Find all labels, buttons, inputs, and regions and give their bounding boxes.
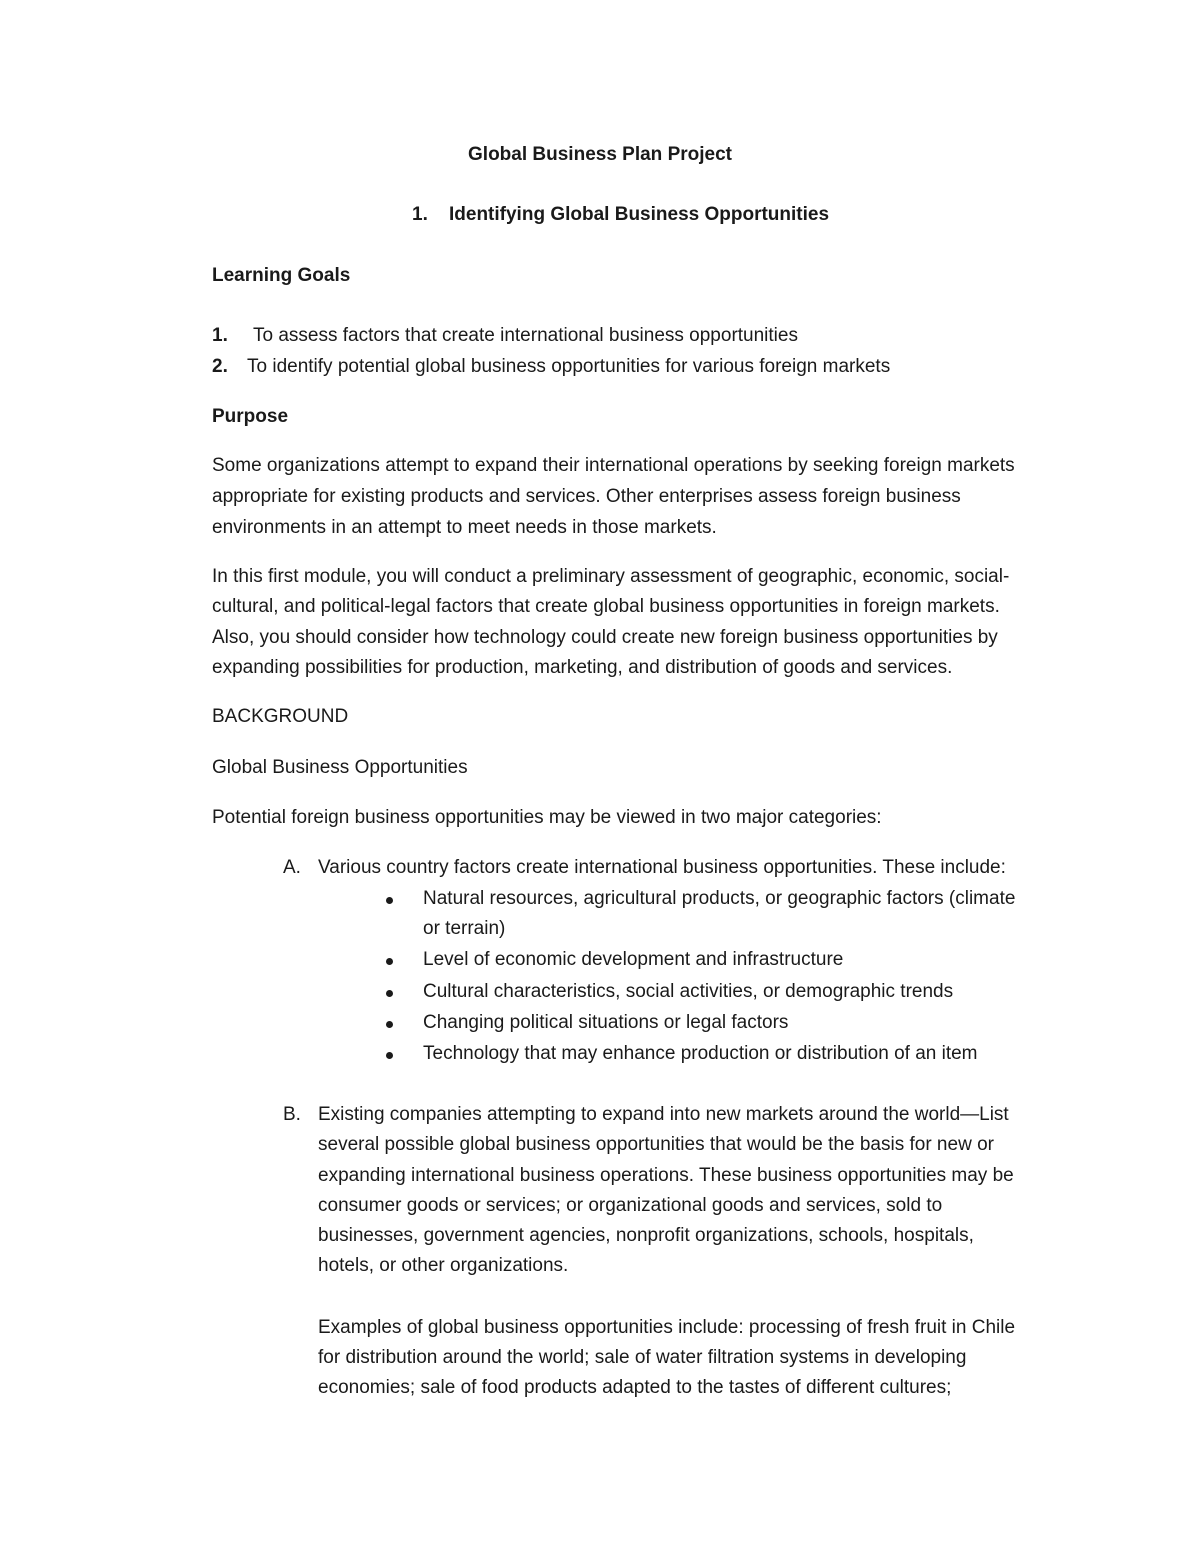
background-intro: Potential foreign business opportunities may be viewed in two major categories: — [212, 807, 882, 828]
purpose-paragraph-1-line: appropriate for existing products and services. Other enterprises assess foreign business — [212, 486, 961, 507]
purpose-paragraph-2-line: In this first module, you will conduct a preliminary assessment of geographic, economic, social- — [212, 566, 1010, 587]
purpose-heading: Purpose — [212, 406, 289, 427]
purpose-paragraph-1-line: Some organizations attempt to expand their international operations by seeking foreign markets — [212, 455, 1015, 476]
category-b-line: hotels, or other organizations. — [318, 1255, 569, 1276]
bullet-item-3: Cultural characteristics, social activities, or demographic trends — [423, 981, 954, 1002]
section-heading: Identifying Global Business Opportunities — [449, 204, 830, 225]
category-b-line: several possible global business opportunities that would be the basis for new or — [318, 1134, 994, 1155]
document-title: Global Business Plan Project — [468, 144, 732, 165]
purpose-paragraph-2-line: Also, you should consider how technology could create new foreign business opportunities by — [212, 627, 998, 648]
bullet-icon — [386, 990, 393, 997]
bullet-icon — [386, 958, 393, 965]
category-b-label: B. — [283, 1104, 301, 1125]
examples-line: Examples of global business opportunities include: processing of fresh fruit in Chile — [318, 1317, 1016, 1338]
goal-number-1: 1. — [212, 325, 228, 346]
bullet-item-1-line-1: Natural resources, agricultural products, or geographic factors (climate — [423, 888, 1016, 909]
goal-number-2: 2. — [212, 356, 228, 377]
section-number: 1. — [412, 204, 428, 225]
category-b-line: businesses, government agencies, nonprofit organizations, schools, hospitals, — [318, 1225, 974, 1246]
background-heading: BACKGROUND — [212, 706, 349, 727]
goal-text-1: To assess factors that create international business opportunities — [253, 325, 798, 346]
category-a-text: Various country factors create international business opportunities. These include: — [318, 857, 1006, 878]
bullet-item-5: Technology that may enhance production or distribution of an item — [423, 1043, 978, 1064]
bullet-icon — [386, 897, 393, 904]
learning-goals-heading: Learning Goals — [212, 265, 351, 286]
category-b-line: consumer goods or services; or organizational goods and services, sold to — [318, 1195, 943, 1216]
examples-line: for distribution around the world; sale of water filtration systems in developing — [318, 1347, 967, 1368]
goal-text-2: To identify potential global business opportunities for various foreign markets — [247, 356, 891, 377]
bullet-item-4: Changing political situations or legal factors — [423, 1012, 789, 1033]
category-b-line: Existing companies attempting to expand into new markets around the world—List — [318, 1104, 1009, 1125]
category-a-label: A. — [283, 857, 301, 878]
examples-line: economies; sale of food products adapted to the tastes of different cultures; — [318, 1377, 952, 1398]
bullet-icon — [386, 1021, 393, 1028]
purpose-paragraph-2-line: cultural, and political-legal factors that create global business opportunities in foreign markets. — [212, 596, 1000, 617]
purpose-paragraph-2-line: expanding possibilities for production, marketing, and distribution of goods and services. — [212, 657, 953, 678]
category-b-line: expanding international business operations. These business opportunities may be — [318, 1165, 1014, 1186]
bullet-item-2: Level of economic development and infrastructure — [423, 949, 844, 970]
bullet-icon — [386, 1052, 393, 1059]
bullet-item-1-line-2: or terrain) — [423, 918, 506, 939]
background-subheading: Global Business Opportunities — [212, 757, 468, 778]
purpose-paragraph-1-line: environments in an attempt to meet needs in those markets. — [212, 517, 717, 538]
